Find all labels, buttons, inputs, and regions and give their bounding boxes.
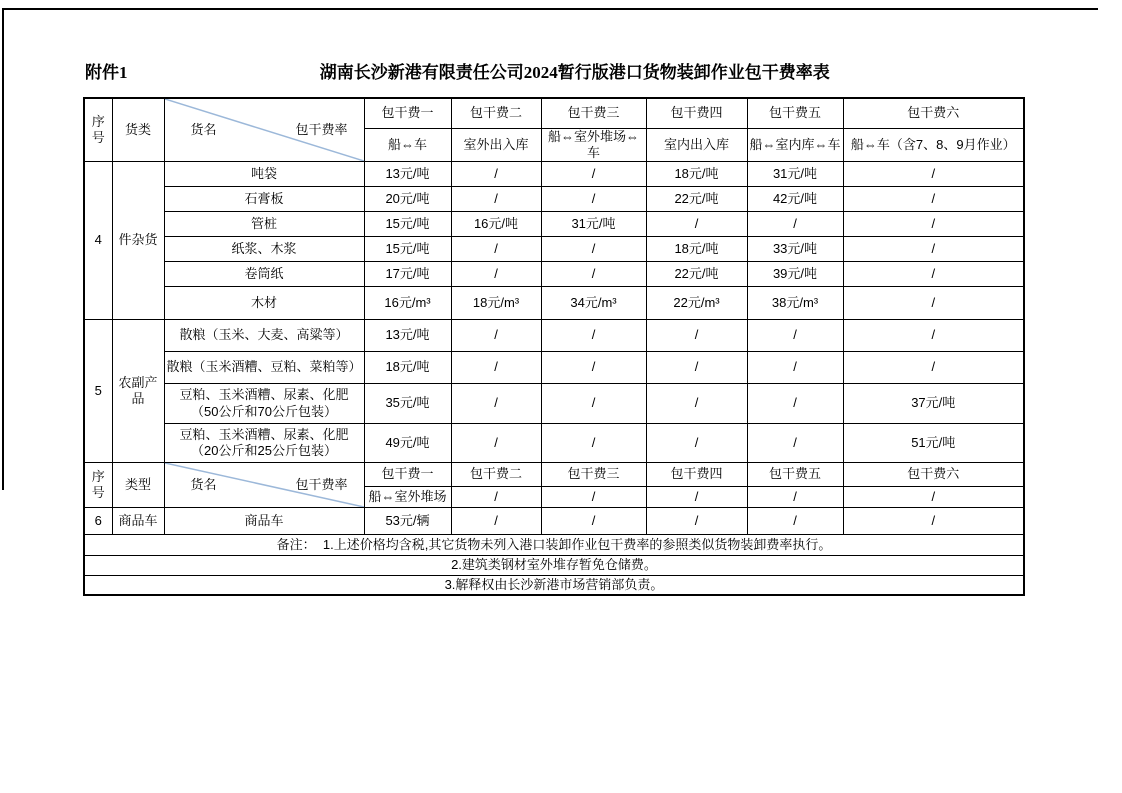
fee-value: / [541, 508, 646, 535]
fee-col-header: 包干费六 [843, 463, 1024, 487]
diagonal-label-cargo-name: 货名 [190, 121, 217, 137]
fee-value: 15元/吨 [364, 212, 451, 237]
rate-table [83, 97, 1025, 596]
table1-header-row-1 [84, 98, 1024, 128]
fee-col-header: 包干费三 [541, 98, 646, 128]
cargo-name-line1: 豆粕、玉米酒糟、尿素、化肥 [179, 426, 349, 442]
group-seq: 4 [84, 162, 112, 320]
diagonal-header-cell [164, 98, 364, 162]
table-row [84, 424, 1024, 463]
fee-col-header: 包干费五 [747, 463, 843, 487]
fee-value: / [541, 162, 646, 187]
cargo-name: 纸浆、木浆 [164, 237, 364, 262]
table2-header-row-1 [84, 463, 1024, 487]
col-header-category: 货类 [112, 98, 164, 162]
fee-value: / [747, 352, 843, 384]
fee-value: / [843, 212, 1024, 237]
fee-value: 33元/吨 [747, 237, 843, 262]
fee-value: 16元/m³ [364, 287, 451, 320]
group-seq: 6 [84, 508, 112, 535]
fee-value: 18元/m³ [451, 287, 541, 320]
fee-value: 22元/吨 [646, 187, 747, 212]
fee-col-header: 包干费一 [364, 463, 451, 487]
fee-col-subheader: 船⇔室外堆场 [364, 487, 451, 508]
table-row [84, 287, 1024, 320]
cargo-name-line2: （20公斤和25公斤包装） [191, 443, 337, 458]
page-edge-left-line [2, 8, 4, 490]
fee-col-subheader: 室外出入库 [451, 128, 541, 162]
cargo-name: 散粮（玉米酒糟、豆粕、菜粕等） [164, 352, 364, 384]
table-row [84, 187, 1024, 212]
fee-col-subheader: / [646, 487, 747, 508]
fee-value: / [843, 262, 1024, 287]
fee-value: / [843, 320, 1024, 352]
page-title: 湖南长沙新港有限责任公司2024暂行版港口货物装卸作业包干费率表 [319, 63, 830, 82]
fee-value: / [747, 320, 843, 352]
note-text: 3.解释权由长沙新港市场营销部负责。 [84, 576, 1024, 595]
fee-value: 16元/吨 [451, 212, 541, 237]
fee-value: / [646, 320, 747, 352]
cargo-name: 吨袋 [164, 162, 364, 187]
fee-col-subheader: / [451, 487, 541, 508]
fee-value: / [541, 352, 646, 384]
fee-value: 39元/吨 [747, 262, 843, 287]
fee-value: / [646, 508, 747, 535]
cargo-name-line2: （50公斤和70公斤包装） [191, 403, 337, 419]
group-category: 件杂货 [112, 162, 164, 320]
fee-value: 49元/吨 [364, 424, 451, 463]
fee-col-subheader: 船⇔室外堆场⇔车 [541, 128, 646, 162]
fee-value: 18元/吨 [646, 237, 747, 262]
cargo-name [164, 424, 364, 463]
fee-value: 34元/m³ [541, 287, 646, 320]
cargo-name: 散粮（玉米、大麦、高粱等） [164, 320, 364, 352]
col-header-seq: 序号 [84, 98, 112, 162]
fee-col-header: 包干费一 [364, 98, 451, 128]
fee-value: / [451, 424, 541, 463]
diagonal-header-cell [164, 463, 364, 508]
fee-value: 31元/吨 [541, 212, 646, 237]
fee-col-subheader: 室内出入库 [646, 128, 747, 162]
table-row [84, 162, 1024, 187]
fee-col-subheader: / [541, 487, 646, 508]
fee-value: / [541, 384, 646, 424]
fee-value: 31元/吨 [747, 162, 843, 187]
fee-value: / [451, 508, 541, 535]
attachment-label: 附件1 [85, 63, 128, 82]
fee-value: 22元/m³ [646, 287, 747, 320]
cargo-name: 石膏板 [164, 187, 364, 212]
group-category: 商品车 [112, 508, 164, 535]
fee-col-subheader: 船⇔车 [364, 128, 451, 162]
fee-value: / [451, 262, 541, 287]
col-header-seq: 序号 [84, 463, 112, 508]
fee-col-header: 包干费六 [843, 98, 1024, 128]
cargo-name: 管桩 [164, 212, 364, 237]
fee-value: / [541, 320, 646, 352]
fee-value: 22元/吨 [646, 262, 747, 287]
fee-col-header: 包干费三 [541, 463, 646, 487]
fee-value: / [541, 237, 646, 262]
fee-col-header: 包干费五 [747, 98, 843, 128]
table-row [84, 212, 1024, 237]
fee-value: 38元/m³ [747, 287, 843, 320]
group-seq: 5 [84, 320, 112, 463]
fee-value: 13元/吨 [364, 320, 451, 352]
fee-value: / [747, 212, 843, 237]
fee-value: / [451, 237, 541, 262]
fee-value: / [843, 187, 1024, 212]
fee-value: / [843, 237, 1024, 262]
fee-value: / [843, 352, 1024, 384]
fee-value: 13元/吨 [364, 162, 451, 187]
cargo-name: 商品车 [164, 508, 364, 535]
page-edge-top-line [2, 8, 1098, 10]
fee-value: / [541, 187, 646, 212]
fee-value: 17元/吨 [364, 262, 451, 287]
fee-value: / [646, 424, 747, 463]
fee-value: 18元/吨 [364, 352, 451, 384]
fee-value: / [541, 424, 646, 463]
note-text: 备注： 1.上述价格均含税,其它货物未列入港口装卸作业包干费率的参照类似货物装卸费率执行。 [84, 535, 1024, 556]
fee-col-header: 包干费四 [646, 463, 747, 487]
fee-value: 20元/吨 [364, 187, 451, 212]
fee-value: / [747, 384, 843, 424]
fee-value: / [541, 262, 646, 287]
col-header-type: 类型 [112, 463, 164, 508]
fee-col-header: 包干费二 [451, 98, 541, 128]
fee-col-header: 包干费二 [451, 463, 541, 487]
fee-value: / [747, 508, 843, 535]
fee-value: 53元/辆 [364, 508, 451, 535]
fee-value: 18元/吨 [646, 162, 747, 187]
fee-col-subheader: 船⇔室内库⇔车 [747, 128, 843, 162]
table-row [84, 262, 1024, 287]
note-row [84, 576, 1024, 595]
table-row [84, 352, 1024, 384]
fee-value: 42元/吨 [747, 187, 843, 212]
table-row [84, 237, 1024, 262]
fee-value: / [843, 287, 1024, 320]
fee-value: 15元/吨 [364, 237, 451, 262]
table-row [84, 384, 1024, 424]
table-row [84, 320, 1024, 352]
note-text: 2.建筑类钢材室外堆存暂免仓储费。 [84, 556, 1024, 576]
diagonal-label-cargo-name: 货名 [190, 476, 217, 492]
cargo-name-line1: 豆粕、玉米酒糟、尿素、化肥 [179, 387, 349, 403]
fee-value: / [646, 352, 747, 384]
diagonal-label-rate: 包干费率 [295, 121, 348, 137]
fee-value: / [747, 424, 843, 463]
group-category: 农副产品 [112, 320, 164, 463]
fee-value: / [451, 187, 541, 212]
cargo-name: 卷筒纸 [164, 262, 364, 287]
fee-value: 51元/吨 [843, 424, 1024, 463]
fee-value: / [451, 162, 541, 187]
cargo-name: 木材 [164, 287, 364, 320]
table-row [84, 508, 1024, 535]
fee-col-subheader: / [747, 487, 843, 508]
fee-value: 37元/吨 [843, 384, 1024, 424]
document-header [85, 58, 1022, 83]
fee-value: / [451, 384, 541, 424]
fee-value: / [646, 384, 747, 424]
fee-value: / [646, 212, 747, 237]
fee-col-header: 包干费四 [646, 98, 747, 128]
fee-col-subheader: 船⇔车（含7、8、9月作业） [843, 128, 1024, 162]
note-row [84, 556, 1024, 576]
fee-value: / [843, 508, 1024, 535]
fee-value: 35元/吨 [364, 384, 451, 424]
diagonal-label-rate: 包干费率 [295, 476, 348, 492]
fee-value: / [843, 162, 1024, 187]
fee-value: / [451, 320, 541, 352]
note-row [84, 535, 1024, 556]
fee-col-subheader: / [843, 487, 1024, 508]
cargo-name [164, 384, 364, 424]
fee-value: / [451, 352, 541, 384]
